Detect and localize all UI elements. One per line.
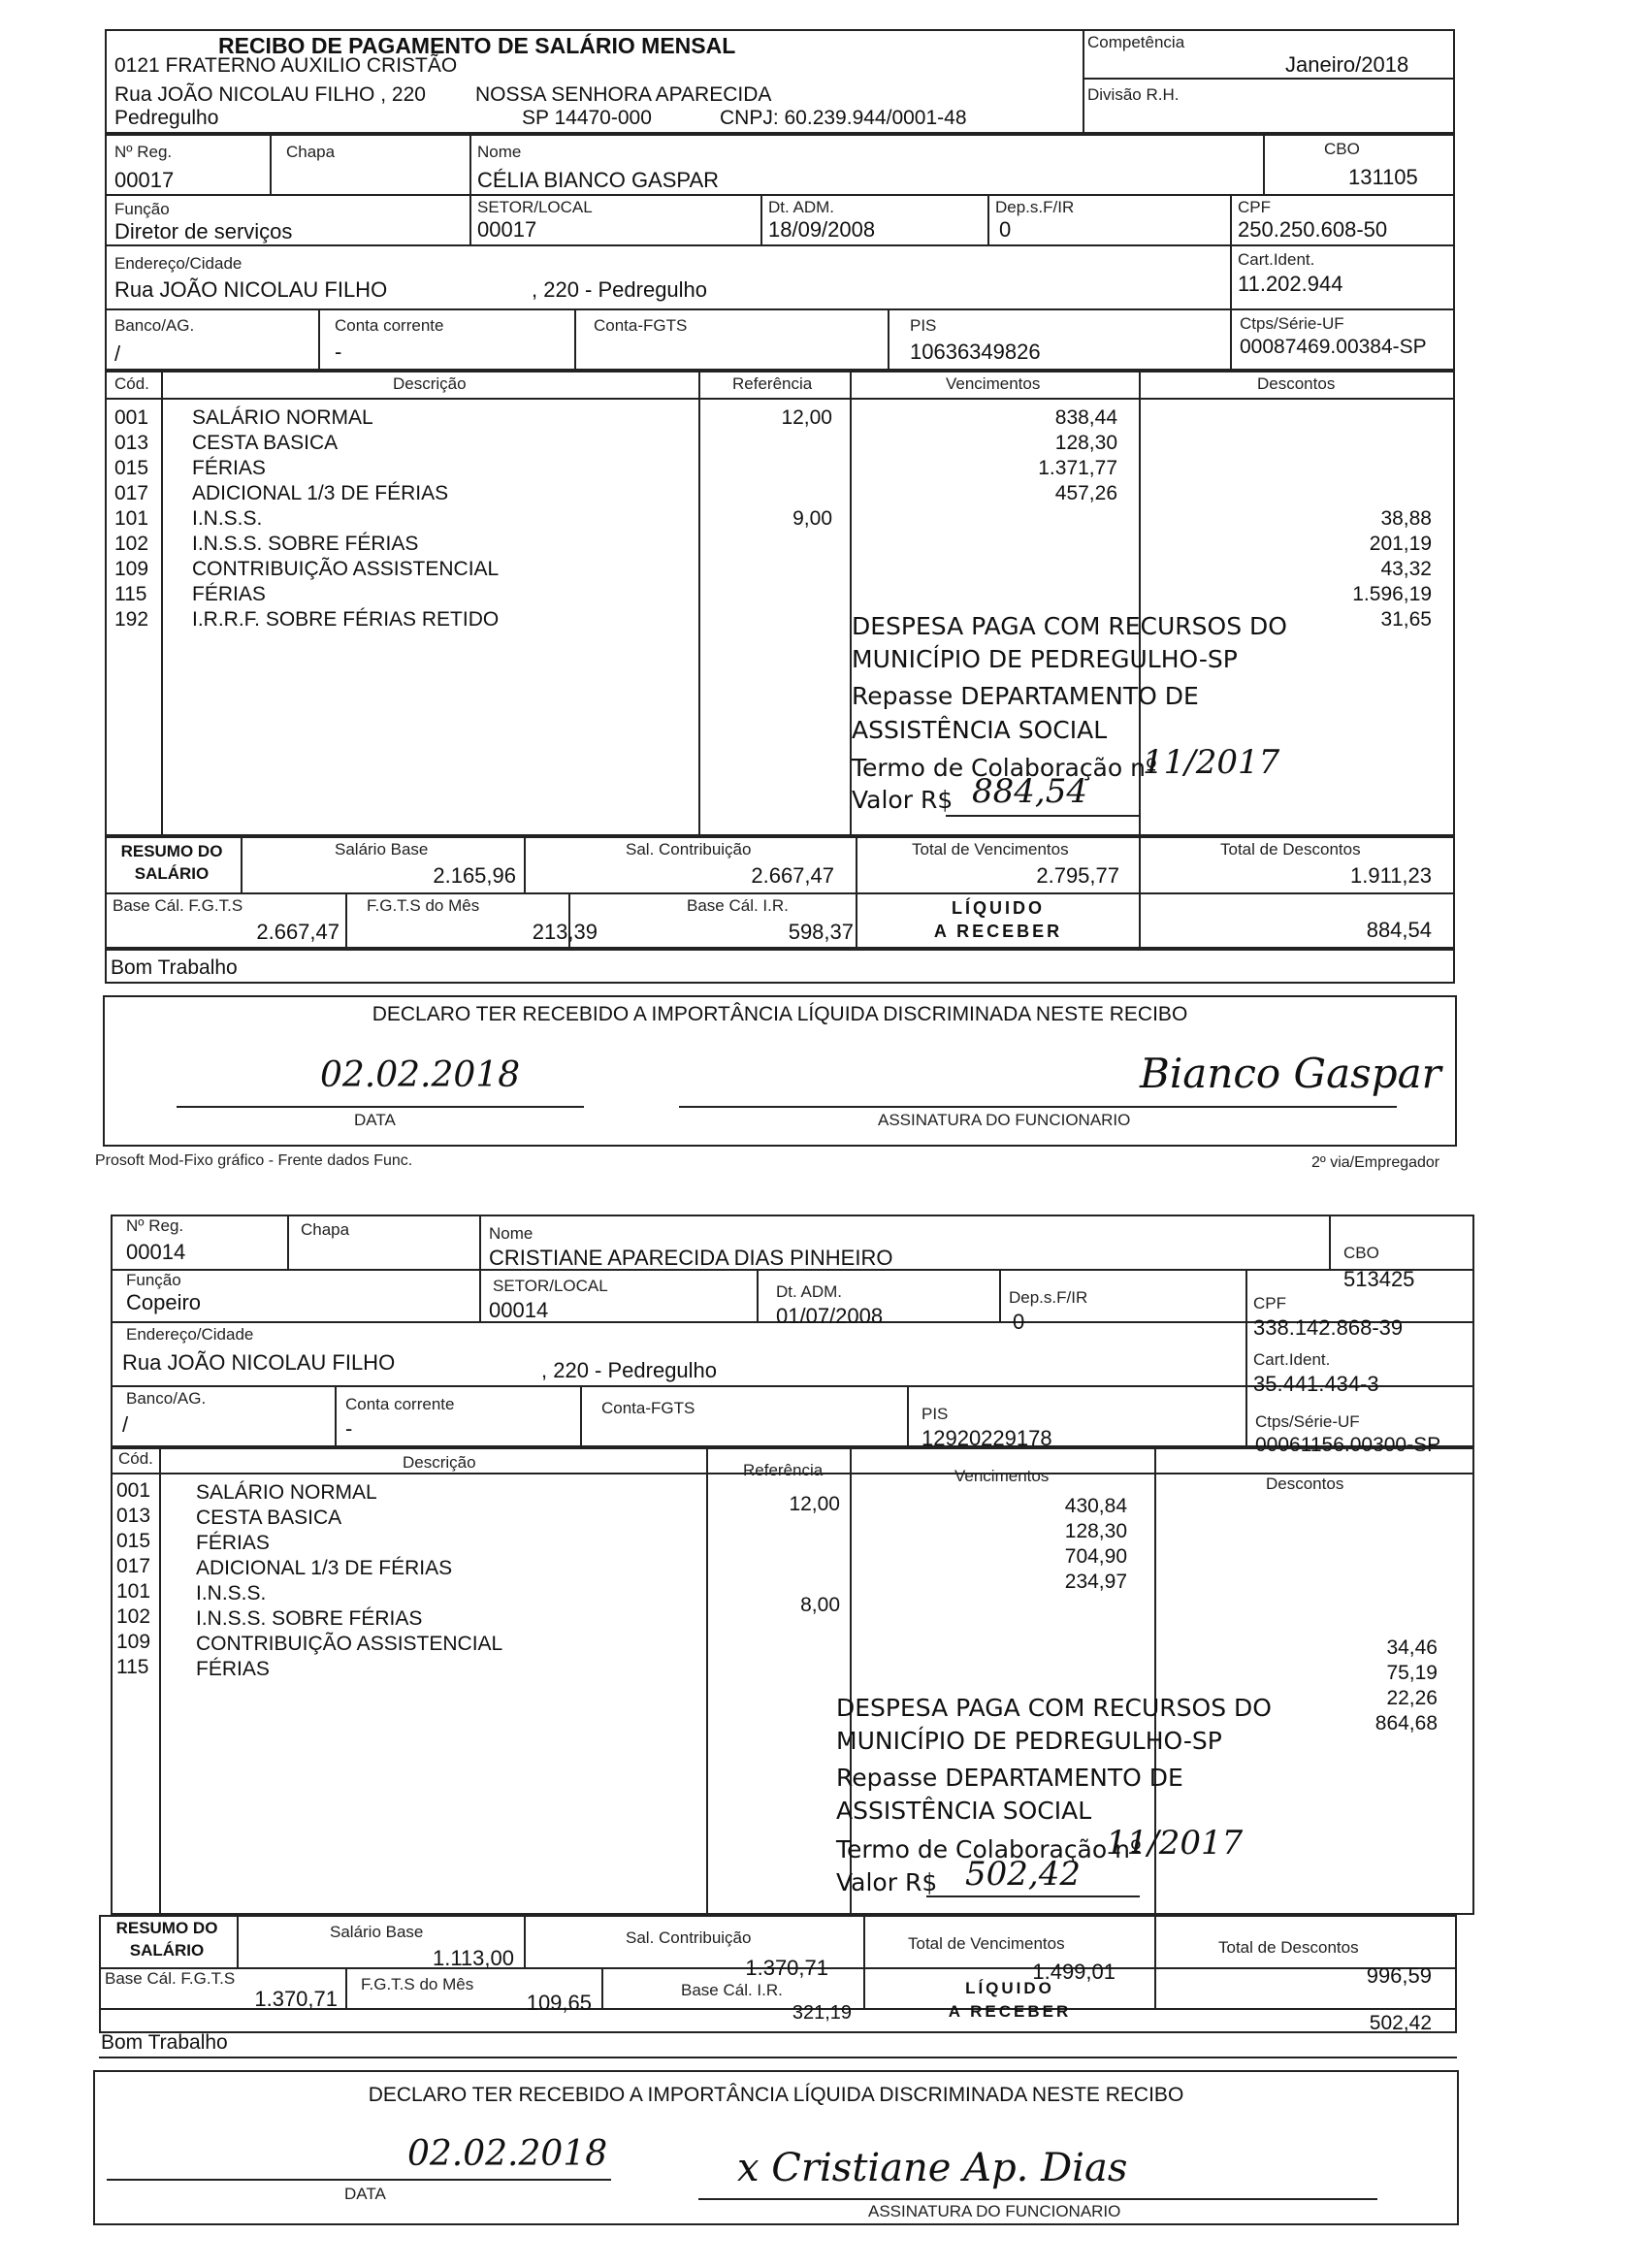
totvenc-value-2: 1.499,01 — [1032, 1960, 1116, 1984]
stamp-line-3: Repasse DEPARTAMENTO DE — [852, 682, 1199, 710]
stamp-line-1: DESPESA PAGA COM RECURSOS DO — [852, 612, 1287, 640]
stamp2-line-2: MUNICÍPIO DE PEDREGULHO-SP — [836, 1727, 1222, 1755]
stamp-line-5: Termo de Colaboração nº — [852, 754, 1157, 782]
item-descriptions: SALÁRIO NORMAL CESTA BASICA FÉRIAS ADICIONAL 1/3 DE FÉRIAS I.N.S.S. I.N.S.S. SOBRE FÉRIAS CONTRIBUIÇÃO ASSISTENCIAL FÉRIAS I.R.R.F. SOBRE FÉRIAS RETIDO — [192, 406, 500, 631]
stamp-line-4: ASSISTÊNCIA SOCIAL — [852, 716, 1108, 744]
salbase-label-2: Salário Base — [330, 1923, 424, 1941]
cpf-value: 250.250.608-50 — [1238, 217, 1388, 242]
date-label: DATA — [354, 1111, 396, 1129]
competencia-value: Janeiro/2018 — [1285, 52, 1409, 77]
footer-right: 2º via/Empregador — [1311, 1154, 1440, 1171]
totvenc-label-2: Total de Vencimentos — [908, 1934, 1065, 1953]
funcao-label: Função — [114, 200, 170, 218]
company-neighborhood: NOSSA SENHORA APARECIDA — [475, 83, 772, 106]
item-descontos-2: 34,46 75,19 22,26 864,68 — [1374, 1636, 1438, 1734]
stamp-handwritten-term: 11/2017 — [1143, 743, 1280, 782]
cbo-label: CBO — [1324, 140, 1360, 158]
conta-value-2: - — [345, 1416, 353, 1441]
declaration-text-2: DECLARO TER RECEBIDO A IMPORTÂNCIA LÍQUIDA DISCRIMINADA NESTE RECIBO — [368, 2084, 1184, 2106]
funcao-label-2: Função — [126, 1271, 181, 1289]
company-name: 0121 FRATERNO AUXILIO CRISTÃO — [114, 54, 458, 77]
col-header-descricao: Descrição — [393, 374, 467, 393]
totvenc-label: Total de Vencimentos — [912, 840, 1069, 859]
basefgts-label-2: Base Cál. F.G.T.S — [105, 1969, 236, 1988]
stamp2-handwritten-term: 11/2017 — [1106, 1824, 1244, 1863]
basefgts-value: 2.667,47 — [256, 920, 340, 944]
nreg-value: 00017 — [114, 168, 175, 192]
basefgts-value-2: 1.370,71 — [254, 1987, 338, 2011]
salcontrib-value-2: 1.370,71 — [745, 1956, 828, 1980]
ctps-value-2: 00061156.00300-SP — [1255, 1434, 1441, 1456]
fgts-account-label-2: Conta-FGTS — [601, 1399, 695, 1417]
cpf-value-2: 338.142.868-39 — [1253, 1315, 1404, 1340]
totdesc-label-2: Total de Descontos — [1218, 1938, 1359, 1957]
nome-label-2: Nome — [489, 1224, 534, 1243]
chapa-label: Chapa — [286, 143, 336, 161]
nome-label: Nome — [477, 143, 522, 161]
dtadm-value: 18/09/2008 — [768, 217, 876, 242]
endereco-number-2: , 220 - Pedregulho — [541, 1358, 718, 1382]
resumo-label: RESUMO DO SALÁRIO — [120, 842, 223, 883]
stamp2-line-6: Valor R$ — [836, 1868, 938, 1896]
salbase-value-2: 1.113,00 — [432, 1946, 514, 1970]
cartident-label: Cart.Ident. — [1238, 250, 1315, 269]
liquido-value-2: 502,42 — [1369, 2012, 1432, 2034]
stamp-line-6: Valor R$ — [852, 786, 954, 814]
nome-value: CÉLIA BIANCO GASPAR — [477, 168, 720, 192]
pis-label: PIS — [910, 316, 937, 335]
conta-label-2: Conta corrente — [345, 1395, 455, 1413]
company-cnpj: CNPJ: 60.239.944/0001-48 — [720, 107, 967, 129]
message-text-2: Bom Trabalho — [101, 2031, 228, 2054]
setor-value-2: 00014 — [489, 1298, 549, 1322]
funcao-value: Diretor de serviços — [114, 219, 293, 243]
stamp2-line-3: Repasse DEPARTAMENTO DE — [836, 1764, 1183, 1792]
endereco-label-2: Endereço/Cidade — [126, 1325, 254, 1344]
banco-label: Banco/AG. — [114, 316, 195, 335]
baseir-value: 598,37 — [788, 920, 854, 944]
salbase-value: 2.165,96 — [433, 863, 516, 888]
liquido-value: 884,54 — [1366, 918, 1432, 942]
col-header-cod-2: Cód. — [118, 1449, 153, 1468]
cbo-label-2: CBO — [1343, 1244, 1379, 1262]
item-descontos: 38,88 201,19 43,32 1.596,19 31,65 — [1352, 507, 1432, 631]
totdesc-label: Total de Descontos — [1220, 840, 1361, 859]
setor-value: 00017 — [477, 217, 537, 242]
baseir-label: Base Cál. I.R. — [687, 896, 789, 915]
conta-value: - — [335, 340, 342, 364]
cartident-value-2: 35.441.434-3 — [1253, 1372, 1379, 1396]
basefgts-label: Base Cál. F.G.T.S — [113, 896, 243, 915]
banco-label-2: Banco/AG. — [126, 1389, 207, 1408]
col-header-referencia: Referência — [732, 374, 813, 393]
cbo-value: 131105 — [1348, 165, 1418, 189]
nreg-label-2: Nº Reg. — [126, 1216, 184, 1235]
stamp2-handwritten-value: 502,42 — [965, 1855, 1081, 1894]
a-receber-label: A RECEBER — [933, 922, 1063, 941]
totdesc-value: 1.911,23 — [1349, 863, 1432, 888]
totdesc-value-2: 996,59 — [1366, 1963, 1432, 1988]
fgtsmes-value-2: 109,65 — [526, 1991, 592, 2015]
company-state-cep: SP 14470-000 — [522, 107, 652, 129]
col-header-descontos-2: Descontos — [1266, 1474, 1344, 1493]
declaration-text: DECLARO TER RECEBIDO A IMPORTÂNCIA LÍQUIDA DISCRIMINADA NESTE RECIBO — [372, 1003, 1188, 1025]
resumo-label-2: RESUMO DO SALÁRIO — [115, 1919, 218, 1960]
competencia-label: Competência — [1087, 33, 1185, 51]
col-header-descricao-2: Descrição — [403, 1453, 476, 1472]
baseir-value-2: 321,19 — [792, 2002, 852, 2024]
item-references: 12,00 9,00 — [781, 406, 832, 530]
ctps-value: 00087469.00384-SP — [1240, 336, 1427, 358]
stamp-line-2: MUNICÍPIO DE PEDREGULHO-SP — [852, 645, 1238, 673]
ctps-label: Ctps/Série-UF — [1240, 314, 1344, 333]
totvenc-value: 2.795,77 — [1036, 863, 1119, 888]
company-city: Pedregulho — [114, 107, 219, 129]
banco-value-2: / — [122, 1412, 129, 1437]
liquido-label-2: LÍQUIDO — [965, 1979, 1054, 1997]
col-header-vencimentos: Vencimentos — [946, 374, 1041, 393]
item-vencimentos: 838,44 128,30 1.371,77 457,26 — [1038, 406, 1117, 504]
signature-2: x Cristiane Ap. Dias — [737, 2146, 1128, 2190]
setor-label-2: SETOR/LOCAL — [493, 1277, 608, 1295]
divisao-label: Divisão R.H. — [1087, 85, 1180, 104]
cbo-value-2: 513425 — [1343, 1267, 1415, 1291]
fgtsmes-label-2: F.G.T.S do Mês — [361, 1975, 474, 1993]
company-address: Rua JOÃO NICOLAU FILHO , 220 — [114, 83, 426, 106]
message-text: Bom Trabalho — [111, 956, 238, 979]
footer-left: Prosoft Mod-Fixo gráfico - Frente dados Func. — [95, 1152, 413, 1169]
cpf-label: CPF — [1238, 198, 1271, 216]
item-references-2: 12,00 8,00 — [789, 1493, 840, 1616]
salcontrib-label: Sal. Contribuição — [626, 840, 752, 859]
stamp2-line-1: DESPESA PAGA COM RECURSOS DO — [836, 1694, 1272, 1722]
a-receber-label-2: A RECEBER — [948, 2002, 1072, 2021]
fgts-account-label: Conta-FGTS — [594, 316, 688, 335]
banco-value: / — [114, 341, 121, 366]
conta-label: Conta corrente — [335, 316, 444, 335]
liquido-label: LÍQUIDO — [952, 898, 1045, 918]
pis-label-2: PIS — [922, 1405, 949, 1423]
dtadm-value-2: 01/07/2008 — [776, 1304, 884, 1328]
cartident-value: 11.202.944 — [1238, 272, 1343, 296]
endereco-value-2: Rua JOÃO NICOLAU FILHO — [122, 1350, 396, 1375]
cpf-label-2: CPF — [1253, 1294, 1286, 1312]
nreg-label: Nº Reg. — [114, 143, 173, 161]
fgtsmes-value: 213,39 — [532, 920, 598, 944]
signature: Bianco Gaspar — [1140, 1050, 1441, 1097]
endereco-number: , 220 - Pedregulho — [532, 277, 708, 302]
nome-value-2: CRISTIANE APARECIDA DIAS PINHEIRO — [489, 1246, 893, 1270]
date-handwritten-2: 02.02.2018 — [407, 2134, 608, 2174]
date-label-2: DATA — [344, 2185, 386, 2203]
setor-label: SETOR/LOCAL — [477, 198, 593, 216]
message-box — [105, 949, 1455, 984]
pis-value: 10636349826 — [910, 340, 1041, 364]
fgtsmes-label: F.G.T.S do Mês — [367, 896, 480, 915]
pis-value-2: 12920229178 — [922, 1426, 1052, 1450]
item-descriptions-2: SALÁRIO NORMAL CESTA BASICA FÉRIAS ADICIONAL 1/3 DE FÉRIAS I.N.S.S. I.N.S.S. SOBRE FÉRIAS CONTRIBUIÇÃO ASSISTENCIAL FÉRIAS — [196, 1481, 503, 1680]
stamp2-line-4: ASSISTÊNCIA SOCIAL — [836, 1797, 1092, 1825]
salbase-label: Salário Base — [335, 840, 429, 859]
dep-label: Dep.s.F/IR — [995, 198, 1075, 216]
salcontrib-value: 2.667,47 — [751, 863, 834, 888]
col-header-referencia-2: Referência — [743, 1461, 824, 1479]
endereco-label: Endereço/Cidade — [114, 254, 242, 273]
dep-value-2: 0 — [1013, 1310, 1025, 1334]
baseir-label-2: Base Cál. I.R. — [681, 1981, 783, 1999]
col-header-vencimentos-2: Vencimentos — [954, 1467, 1050, 1485]
stamp-handwritten-value: 884,54 — [972, 772, 1087, 811]
col-header-cod: Cód. — [114, 374, 149, 393]
stamp2-line-5: Termo de Colaboração nº — [836, 1835, 1142, 1863]
endereco-value: Rua JOÃO NICOLAU FILHO — [114, 277, 388, 302]
dtadm-label-2: Dt. ADM. — [776, 1282, 843, 1301]
dtadm-label: Dt. ADM. — [768, 198, 835, 216]
receipt-title: RECIBO DE PAGAMENTO DE SALÁRIO MENSAL — [218, 33, 736, 58]
dep-label-2: Dep.s.F/IR — [1009, 1288, 1088, 1307]
nreg-value-2: 00014 — [126, 1240, 186, 1264]
item-codes-2: 001 013 015 017 101 102 109 115 — [116, 1479, 151, 1678]
dep-value: 0 — [999, 217, 1012, 242]
ctps-label-2: Ctps/Série-UF — [1255, 1412, 1360, 1431]
signature-label-2: ASSINATURA DO FUNCIONARIO — [868, 2202, 1121, 2220]
item-codes: 001 013 015 017 101 102 109 115 192 — [114, 406, 149, 631]
salcontrib-label-2: Sal. Contribuição — [626, 1928, 752, 1947]
chapa-label-2: Chapa — [301, 1220, 350, 1239]
signature-label: ASSINATURA DO FUNCIONARIO — [878, 1111, 1131, 1129]
date-handwritten: 02.02.2018 — [320, 1055, 521, 1095]
col-header-descontos: Descontos — [1257, 374, 1336, 393]
funcao-value-2: Copeiro — [126, 1290, 202, 1314]
cartident-label-2: Cart.Ident. — [1253, 1350, 1331, 1369]
item-vencimentos-2: 430,84 128,30 704,90 234,97 — [1064, 1495, 1127, 1593]
